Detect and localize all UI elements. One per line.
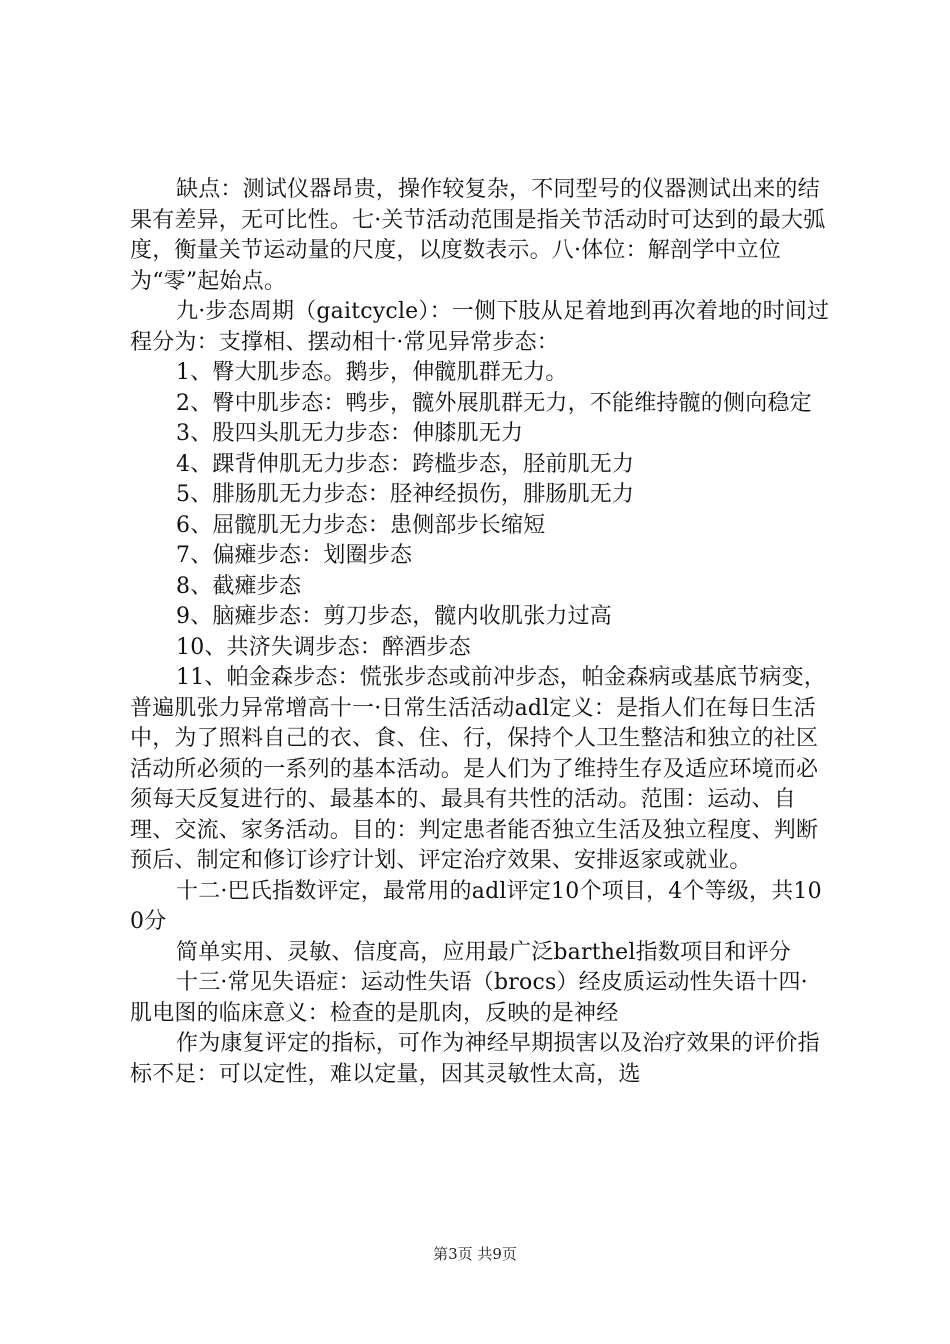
paragraph: 九·步态周期（gaitcycle）：一侧下肢从足着地到再次着地的时间过程分为：支撑相、摆动相十·常见异常步态： — [130, 299, 830, 355]
paragraph: 十二·巴氏指数评定，最常用的adl评定10个项目，4个等级，共100分 — [130, 878, 822, 934]
paragraph: 6、屈髋肌无力步态：患侧部步长缩短 — [176, 512, 546, 538]
paragraph: 8、截瘫步态 — [176, 573, 302, 599]
paragraph: 简单实用、灵敏、信度高，应用最广泛barthel指数项目和评分 — [176, 939, 791, 965]
paragraph: 1、臀大肌步态。鹅步，伸髋肌群无力。 — [176, 360, 568, 385]
paragraph: 缺点：测试仪器昂贵，操作较复杂，不同型号的仪器测试出来的结果有差异，无可比性。七·关节活动范围是指关节活动时可达到的最大弧度，衡量关节运动量的尺度，以度数表示。八·体位：解剖学中立位为“零”起始点。 — [130, 177, 826, 294]
paragraph: 4、踝背伸肌无力步态：跨槛步态，胫前肌无力 — [176, 451, 635, 477]
paragraph: 5、腓肠肌无力步态：胫神经损伤，腓肠肌无力 — [176, 482, 635, 507]
paragraph: 3、股四头肌无力步态：伸膝肌无力 — [176, 421, 524, 446]
paragraph: 十三·常见失语症：运动性失语（brocs）经皮质运动性失语十四·肌电图的临床意义：检查的是肌肉，反映的是神经 — [130, 970, 808, 1026]
document-body — [130, 175, 830, 1090]
paragraph: 作为康复评定的指标，可作为神经早期损害以及治疗效果的评价指标不足：可以定性，难以定量，因其灵敏性太高，选 — [130, 1031, 820, 1087]
paragraph: 11、帕金森步态：慌张步态或前冲步态，帕金森病或基底节病变，普遍肌张力异常增高十一·日常生活活动adl定义：是指人们在每日生活中，为了照料自己的衣、食、住、行，保持个人卫生整洁和独立的社区活动所必须的一系列的基本活动。是人们为了维持生存及适应环境而必须每天反复进行的、最基本的、最具有共性的活动。范围：运动、自理、交流、家务活动。目的：判定患者能否独立生活及独立程度、判断预后、制定和修订诊疗计划、评定治疗效果、安排返家或就业。 — [130, 665, 826, 873]
paragraph: 7、偏瘫步态：划圈步态 — [176, 543, 413, 568]
paragraph: 10、共济失调步态：醉酒步态 — [176, 634, 471, 660]
page-number-footer: 第3页 共9页 — [433, 1245, 517, 1263]
paragraph: 9、脑瘫步态：剪刀步态，髋内收肌张力过高 — [176, 604, 612, 629]
paragraph: 2、臀中肌步态：鸭步，髋外展肌群无力，不能维持髋的侧向稳定 — [176, 390, 812, 416]
